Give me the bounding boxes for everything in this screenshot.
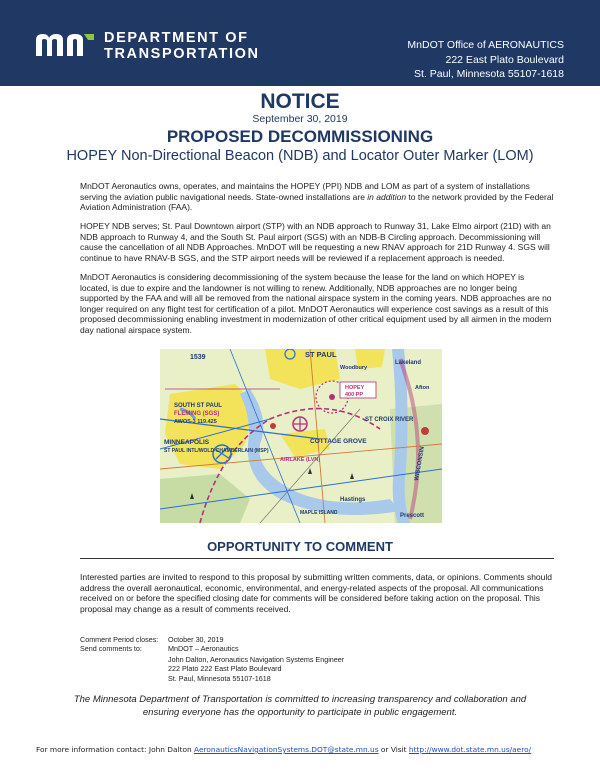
map-label: COTTAGE GROVE: [310, 438, 367, 445]
address-line: 222 East Plato Boulevard: [445, 53, 564, 66]
map-label: SOUTH ST PAUL: [174, 403, 222, 409]
dept-line-2: TRANSPORTATION: [104, 46, 260, 62]
notice-date: September 30, 2019: [252, 113, 348, 125]
send-comments-label: Send comments to:: [80, 644, 142, 653]
map-label: ST CROIX RIVER: [365, 417, 414, 423]
notice-heading: NOTICE: [260, 90, 340, 113]
contact-email-link[interactable]: AeronauticsNavigationSystems.DOT@state.mn.us: [194, 745, 379, 754]
rationale-paragraph: MnDOT Aeronautics is considering decommissioning of the system because the lease for the land on which HOPEY is located, is due to expire and the landowner is not willing to renew. Additionally, NDB approaches are no longer being supported by the FAA and will all be removed from the national airspace system in the coming years. NDB approaches are no longer required on any flight test for certification of a pilot. MnDOT Aeronautics will experience cost savings as a result of this proposed decommissioning enabling investment in modernization of other critical equipment used by all airmen in the modern day national airspace system.: [80, 272, 552, 335]
website-link[interactable]: http://www.dot.state.mn.us/aero/: [408, 745, 532, 754]
intro-text: MnDOT Aeronautics owns, operates, and maintains the HOPEY (PPI) NDB and LOM as part of a system of installations serving the aviation public navigational needs. State-owned installations are: [80, 181, 530, 202]
footer-text: or Visit: [378, 745, 409, 754]
map-label: Prescott: [400, 513, 425, 519]
dept-line-1: DEPARTMENT OF: [104, 30, 249, 46]
comment-period-value: October 30, 2019: [168, 635, 224, 644]
intro-emphasis: in addition: [367, 191, 407, 202]
map-label: WISCONSIN: [414, 446, 426, 482]
footer-text: For more information contact: John Dalton: [36, 745, 195, 754]
contact-footer: [36, 745, 531, 754]
map-label: Hastings: [340, 497, 366, 503]
address-line: MnDOT Office of AERONAUTICS: [407, 39, 564, 51]
send-line: St. Paul, Minnesota 55107-1618: [168, 674, 271, 683]
intro-paragraph: [80, 181, 554, 213]
page-header: [0, 0, 600, 86]
map-label: 1539: [190, 354, 206, 361]
comment-heading: OPPORTUNITY TO COMMENT: [207, 539, 393, 554]
map-label: FLEMING (SGS): [174, 411, 220, 417]
section-divider: [80, 558, 554, 559]
service-paragraph: HOPEY NDB serves; St. Paul Downtown airport (STP) with an NDB approach to Runway 31, Lake Elmo airport (21D) with an NDB approach to Runway 4, and the South St. Paul airport (SGS) with an NDB-B Circling approach. Decommissioning will cause the cancellation of all NDB Approaches. MnDOT will be requesting a new RNAV approach for 21D Runway 4. SGS will continue to have RNAV-B SGS, and the STP airport needs will be reviewed if a replacement approach is needed.: [80, 221, 551, 263]
comment-period-label: Comment Period closes:: [80, 635, 159, 644]
map-label: AWOS-3 119.425: [174, 419, 217, 425]
address-line: St. Paul, Minnesota 55107-1618: [413, 68, 564, 80]
send-line: MnDOT – Aeronautics: [168, 644, 239, 653]
map-label: 400 PP: [345, 392, 364, 398]
map-label: Woodbury: [340, 365, 368, 371]
office-address: [407, 38, 564, 82]
notice-subtitle: HOPEY Non-Directional Beacon (NDB) and Locator Outer Marker (LOM): [66, 148, 534, 164]
send-line: 222 Plato 222 East Plato Boulevard: [168, 664, 282, 673]
engagement-statement: The Minnesota Department of Transportation is committed to increasing transparency and collaboration and ensuring everyone has the opportunity to participate in public engagement.: [73, 694, 527, 718]
sectional-chart-map: [160, 349, 442, 523]
map-label: Afton: [415, 385, 430, 391]
mndot-logo: [34, 32, 96, 58]
map-label: MAPLE ISLAND: [300, 510, 338, 516]
notice-title: PROPOSED DECOMMISSIONING: [166, 127, 434, 146]
map-label: MINNEAPOLIS: [164, 439, 210, 446]
department-name: [104, 30, 260, 62]
map-label: ST PAUL INTL/WOLD-CHAMBERLAIN (MSP): [164, 448, 269, 454]
map-label: Lakeland: [395, 360, 422, 366]
comment-paragraph: Interested parties are invited to respond to this proposal by submitting written comments, data, or opinions. Comments should address the overall aeronautical, economic, environmental, and energy-related aspects of the proposal. All communications received on or before the specified closing date for comments will be considered before taking action on the proposal. This proposal may change as a result of comments received.: [80, 572, 552, 614]
send-line: John Dalton, Aeronautics Navigation Systems Engineer: [168, 655, 345, 664]
map-label: HOPEY: [345, 385, 365, 391]
intro-text-end: to the network provided by the Federal Aviation Administration (FAA).: [80, 191, 554, 212]
map-label: AIRLAKE (LVN): [280, 457, 321, 463]
map-label: ST PAUL: [305, 350, 337, 359]
